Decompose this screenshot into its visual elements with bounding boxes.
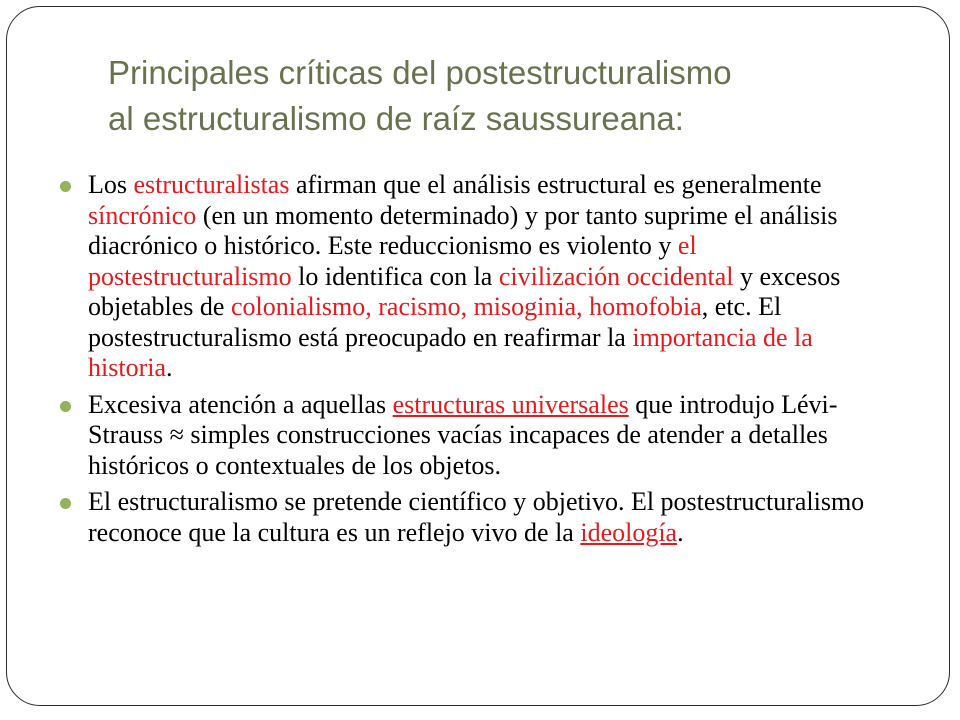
title-line-2: al estructuralismo de raíz saussureana: bbox=[108, 100, 684, 137]
text-segment: . bbox=[677, 517, 684, 547]
text-segment: Los bbox=[88, 170, 134, 199]
bullet-dot-icon bbox=[60, 401, 71, 412]
text-segment: y excesos objetables de bbox=[88, 261, 841, 321]
highlight-civilizacion-occidental: civilización occidental bbox=[498, 261, 734, 291]
highlight-sincronico: síncrónico bbox=[88, 200, 197, 230]
text-segment: afirman que el análisis estructural es generalmente bbox=[289, 170, 822, 199]
text-segment: (en un momento determinado) y por tanto suprime el análisis diacrónico o histórico. Este reduccionismo es violento y bbox=[88, 200, 838, 260]
title-line-1: Principales críticas del postestructuralismo bbox=[108, 54, 732, 91]
highlight-postestructuralismo: el postestructuralismo bbox=[88, 231, 697, 291]
highlight-estructuralistas: estructuralistas bbox=[133, 170, 290, 199]
slide-title bbox=[108, 50, 918, 142]
text-segment: lo identifica con la bbox=[291, 261, 499, 291]
link-estructuras-universales[interactable]: estructuras universales bbox=[392, 389, 629, 419]
bullet-item-1 bbox=[88, 170, 888, 384]
highlight-importancia-historia: importancia de la historia bbox=[88, 322, 813, 382]
text-segment: , etc. El postestructuralismo está preocupado en reafirmar la bbox=[88, 292, 782, 352]
text-segment: Excesiva atención a aquellas bbox=[88, 389, 393, 419]
bullet-item-2 bbox=[88, 390, 888, 482]
text-segment: El estructuralismo se pretende científico y objetivo. El postestructuralismo reconoce que la cultura es un reflejo vivo de la bbox=[88, 487, 865, 547]
bullet-list bbox=[88, 170, 888, 554]
bullet-dot-icon bbox=[60, 181, 71, 192]
text-segment: . bbox=[166, 353, 173, 382]
text-segment: que introdujo Lévi-Strauss ≈ simples construcciones vacías incapaces de atender a detalles históricos o contextuales de los objetos. bbox=[88, 389, 838, 480]
highlight-colonialismo: colonialismo, racismo, misoginia, homofobia bbox=[230, 292, 702, 321]
bullet-dot-icon bbox=[60, 498, 71, 509]
link-ideologia[interactable]: ideología bbox=[580, 517, 678, 547]
bullet-item-3 bbox=[88, 487, 888, 548]
